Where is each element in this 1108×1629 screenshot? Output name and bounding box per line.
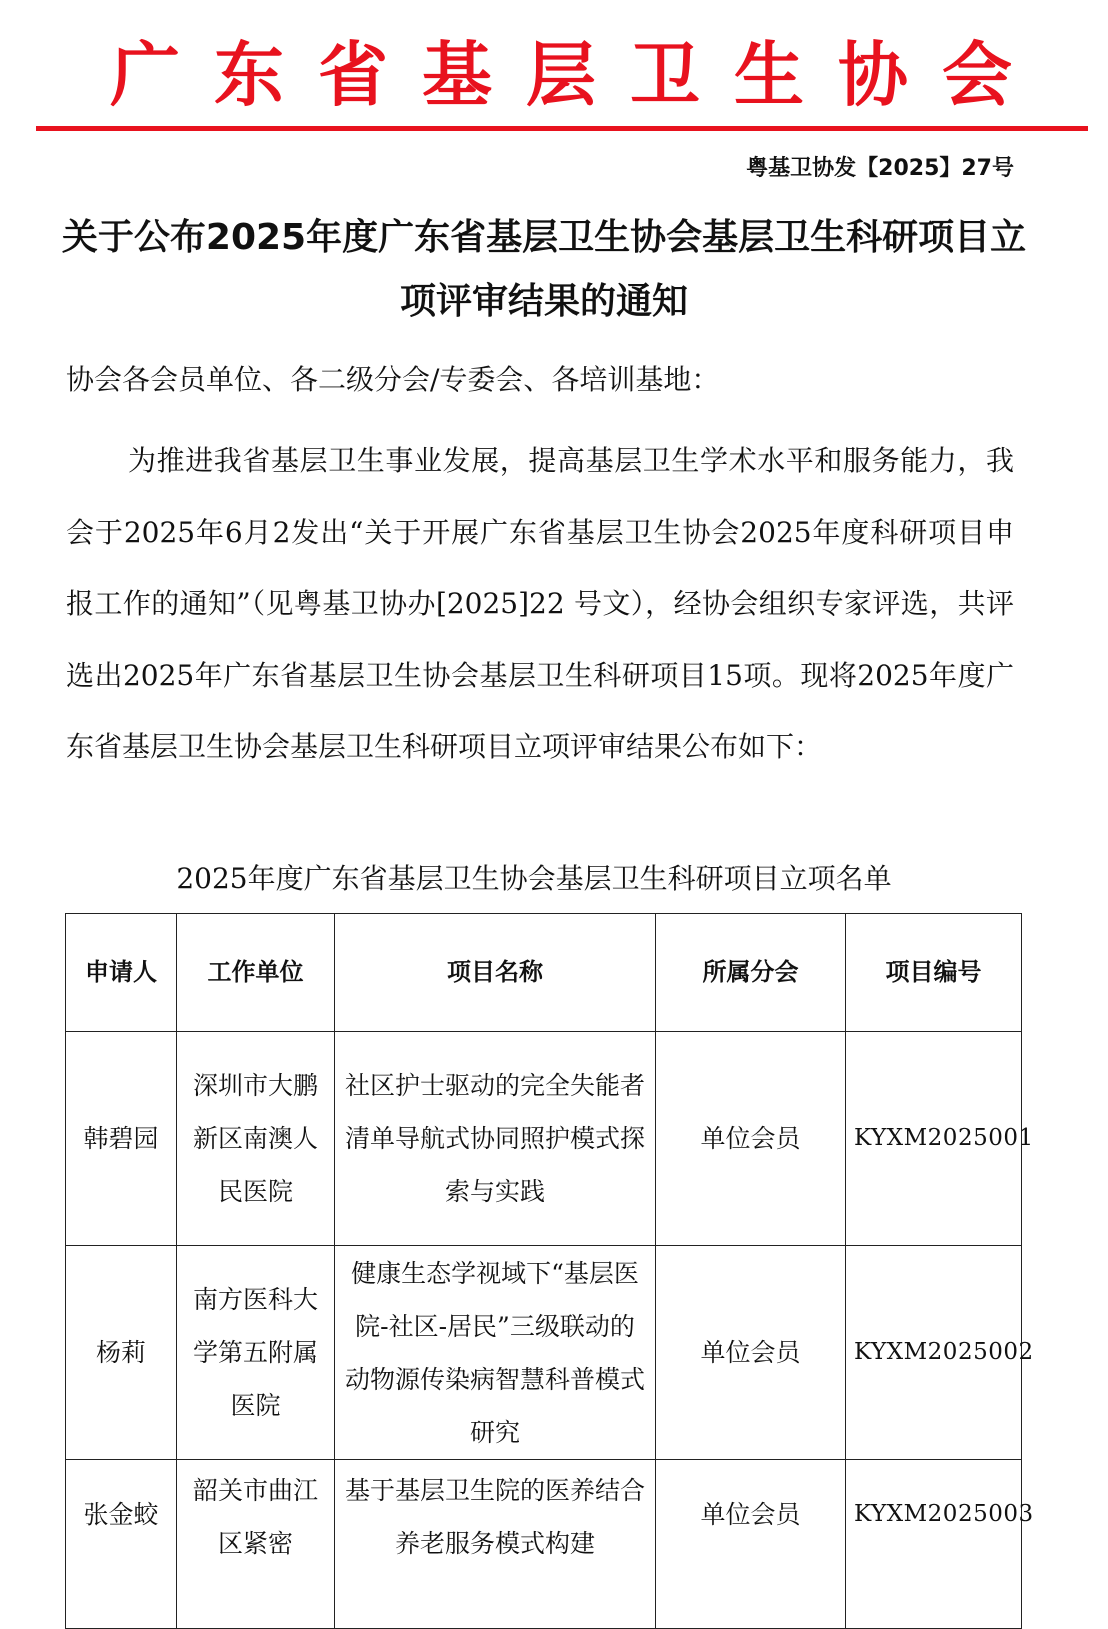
- cell-applicant: 韩碧园: [66, 1032, 177, 1246]
- cell-code: KYXM2025001: [846, 1032, 1022, 1246]
- cell-code: KYXM2025003: [846, 1460, 1022, 1629]
- table-header-row: [66, 914, 1022, 1032]
- project-table: [65, 913, 1034, 1629]
- document-title: 关于公布2025年度广东省基层卫生协会基层卫生科研项目立项评审结果的通知: [61, 217, 1027, 322]
- header-branch: 所属分会: [656, 914, 846, 1032]
- document-number: 粤基卫协发【2025】27号: [746, 156, 1014, 181]
- cell-branch: 单位会员: [656, 1032, 846, 1246]
- table-row: [66, 1246, 1022, 1460]
- table-row: [66, 1032, 1022, 1246]
- header-unit: 工作单位: [177, 914, 335, 1032]
- cell-applicant: 杨莉: [66, 1246, 177, 1460]
- cell-branch: 单位会员: [656, 1460, 846, 1629]
- header-project: 项目名称: [335, 914, 656, 1032]
- cell-code: KYXM2025002: [846, 1246, 1022, 1460]
- cell-unit: 韶关市曲江区紧密: [177, 1460, 335, 1629]
- salutation: 协会各会员单位、各二级分会/专委会、各培训基地：: [66, 363, 720, 396]
- cell-unit: 南方医科大学第五附属医院: [177, 1246, 335, 1460]
- table-caption: 2025年度广东省基层卫生协会基层卫生科研项目立项名单: [176, 862, 892, 895]
- body-paragraph: 为推进我省基层卫生事业发展，提高基层卫生学术水平和服务能力，我会于2025年6月2发出“关于开展广东省基层卫生协会2025年度科研项目申报工作的通知”（见粤基卫协办[2025]22 号文），经协会组织专家评选，共评选出2025年广东省基层卫生协会基层卫生科研项目15项。现将2025年度广东省基层卫生协会基层卫生科研项目立项评审结果公布如下：: [66, 444, 1014, 763]
- header-applicant: 申请人: [66, 914, 177, 1032]
- header-code: 项目编号: [846, 914, 1022, 1032]
- table-row: [66, 1460, 1022, 1629]
- cell-project: 健康生态学视域下“基层医院-社区-居民”三级联动的动物源传染病智慧科普模式研究: [335, 1246, 656, 1460]
- organization-header: 广东省基层卫生协会: [110, 34, 1046, 116]
- cell-project: 社区护士驱动的完全失能者清单导航式协同照护模式探索与实践: [335, 1032, 656, 1246]
- cell-branch: 单位会员: [656, 1246, 846, 1460]
- cell-project: 基于基层卫生院的医养结合养老服务模式构建: [335, 1460, 656, 1629]
- red-divider: [36, 126, 1088, 131]
- cell-unit: 深圳市大鹏新区南澳人民医院: [177, 1032, 335, 1246]
- cell-applicant: 张金蛟: [66, 1460, 177, 1629]
